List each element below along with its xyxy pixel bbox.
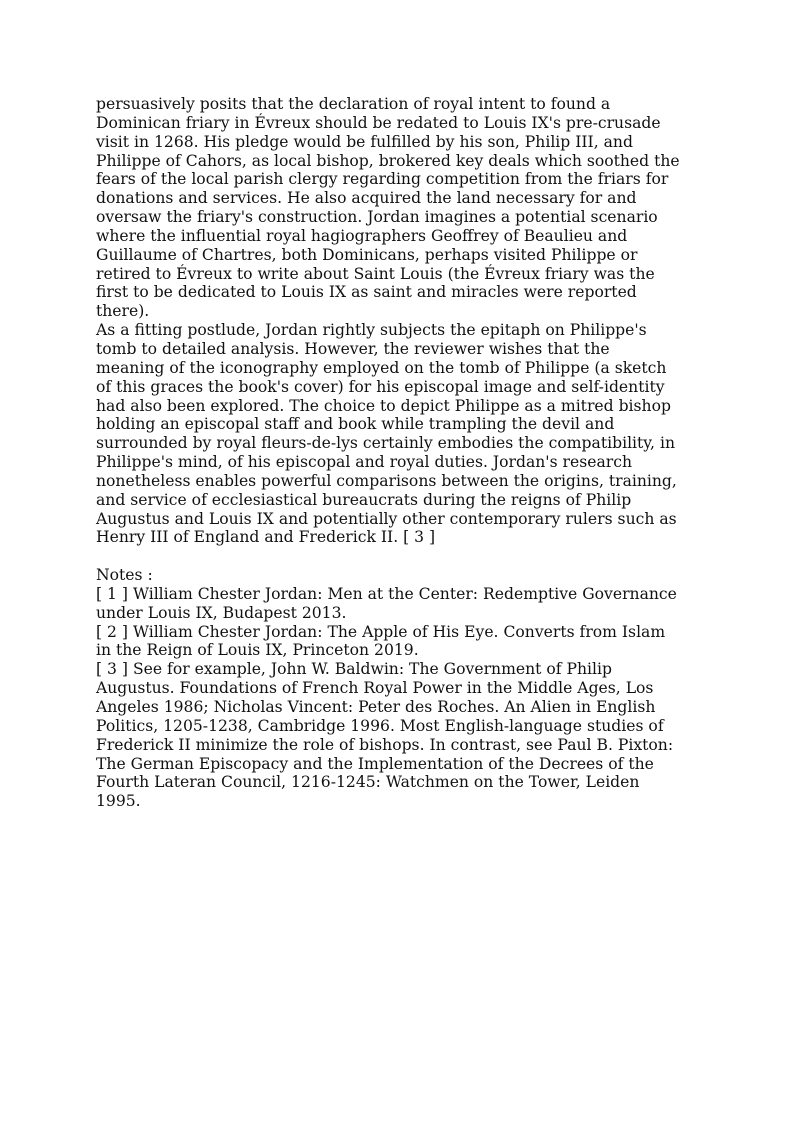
notes-heading: Notes : [96,566,153,585]
body-paragraph: persuasively posits that the declaration of royal intent to found a Dominican friary in Évreux should be redated to Louis IX's pre-crusade visit in 1268. His pledge would be fulfilled by his son, Philip III, and Philippe of Cahors, as local bishop, brokered key deals which soothed the fears of the local parish clergy regarding competition from the friars for donations and services. He also acquired the land necessary for and oversaw the friary's construction. Jordan imagines a potential scenario where the influential royal hagiographers Geoffrey of Beaulieu and Guillaume of Chartres, both Dominicans, perhaps visited Philippe or retired to Évreux to write about Saint Louis (the Évreux friary was the first to be dedicated to Louis IX as saint and miracles were reported there). [96,95,680,321]
footnote-3: [ 3 ] See for example, John W. Baldwin: The Government of Philip Augustus. Foundations of French Royal Power in the Middle Ages, Los Angeles 1986; Nicholas Vincent: Peter des Roches. An Alien in English Politics, 1205-1238, Cambridge 1996. Most English-language studies of Frederick II minimize the role of bishops. In contrast, see Paul B. Pixton: The German Episcopacy and the Implementation of the Decrees of the Fourth Lateran Council, 1216-1245: Watchmen on the Tower, Leiden 1995. [96,660,674,811]
document-page [96,95,706,811]
notes-section [96,566,706,811]
body-paragraph: As a fitting postlude, Jordan rightly subjects the epitaph on Philippe's tomb to detailed analysis. However, the reviewer wishes that the meaning of the iconography employed on the tomb of Philippe (a sketch of this graces the book's cover) for his episcopal image and self-identity had also been explored. The choice to depict Philippe as a mitred bishop holding an episcopal staff and book while trampling the devil and surrounded by royal fleurs-de-lys certainly embodies the compatibility, in Philippe's mind, of his episcopal and royal duties. Jordan's research nonetheless enables powerful comparisons between the origins, training, and service of ecclesiastical bureaucrats during the reigns of Philip Augustus and Louis IX and potentially other contemporary rulers such as Henry III of England and Frederick II. [ 3 ] [96,321,677,547]
review-body [96,95,706,547]
footnote-2: [ 2 ] William Chester Jordan: The Apple of His Eye. Converts from Islam in the Reign of Louis IX, Princeton 2019. [96,622,666,660]
footnote-1: [ 1 ] William Chester Jordan: Men at the Center: Redemptive Governance under Louis IX, Budapest 2013. [96,584,677,622]
